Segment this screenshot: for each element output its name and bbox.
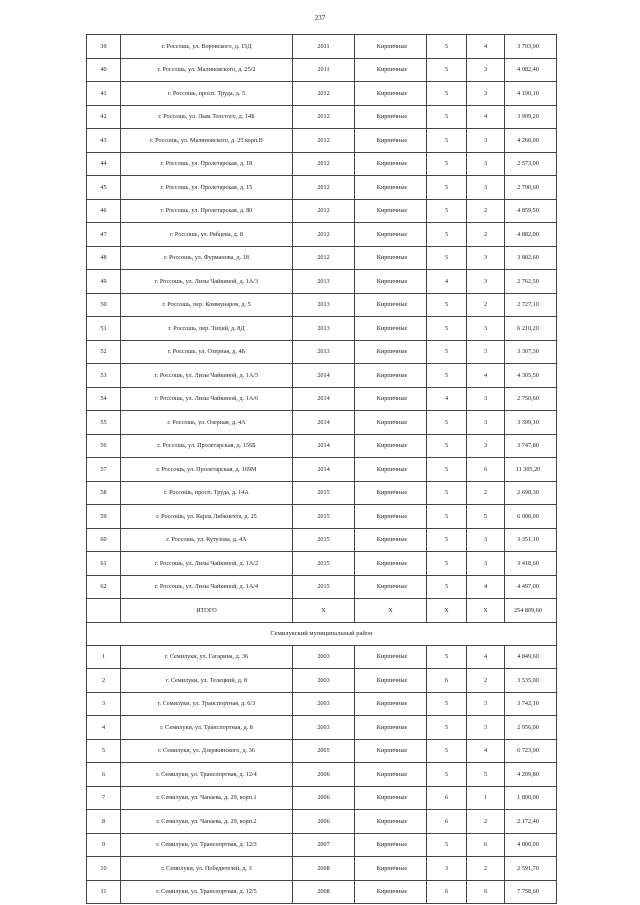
row-number: 59: [87, 505, 121, 529]
row-number: 46: [87, 199, 121, 223]
row-cost: 4 800,00: [505, 833, 557, 857]
row-number: 55: [87, 411, 121, 435]
row-entrances: 1: [467, 786, 505, 810]
table-row: [87, 58, 557, 82]
row-floors: 5: [427, 692, 467, 716]
row-year: 2015: [293, 528, 355, 552]
row-cost: 3 399,10: [505, 411, 557, 435]
row-floors: 6: [427, 810, 467, 834]
row-address: г. Россошь, пер. Коммунаров, д. 5: [121, 293, 293, 317]
row-floors: 5: [427, 246, 467, 270]
row-material: Кирпичные: [355, 270, 427, 294]
table-row: [87, 176, 557, 200]
row-number: 47: [87, 223, 121, 247]
row-year: 2003: [293, 669, 355, 693]
table-body-rossosh: [87, 35, 557, 599]
row-cost: 2 573,00: [505, 152, 557, 176]
row-cost: 4 190,10: [505, 82, 557, 106]
total-label: ИТОГО: [121, 599, 293, 623]
table-row: [87, 434, 557, 458]
row-cost: 3 742,10: [505, 692, 557, 716]
row-cost: 11 305,20: [505, 458, 557, 482]
row-floors: 5: [427, 505, 467, 529]
table-row: [87, 82, 557, 106]
row-year: 2012: [293, 246, 355, 270]
row-entrances: 3: [467, 716, 505, 740]
row-material: Кирпичные: [355, 176, 427, 200]
row-year: 2008: [293, 880, 355, 904]
row-entrances: 2: [467, 810, 505, 834]
table-row: [87, 739, 557, 763]
table-row: [87, 763, 557, 787]
row-number: 45: [87, 176, 121, 200]
row-number: 53: [87, 364, 121, 388]
table-row: [87, 246, 557, 270]
table-row: [87, 317, 557, 341]
table-row: [87, 152, 557, 176]
row-cost: 3 747,80: [505, 434, 557, 458]
row-entrances: 3: [467, 434, 505, 458]
row-cost: 2 762,50: [505, 270, 557, 294]
row-year: 2014: [293, 364, 355, 388]
row-cost: 2 790,60: [505, 176, 557, 200]
row-cost: 3 307,30: [505, 340, 557, 364]
section-row: [87, 622, 557, 645]
total-row: [87, 599, 557, 623]
row-cost: 3 418,60: [505, 552, 557, 576]
row-material: Кирпичные: [355, 387, 427, 411]
row-floors: 5: [427, 716, 467, 740]
row-entrances: 3: [467, 340, 505, 364]
row-number: 44: [87, 152, 121, 176]
row-address: г. Семилуки, ул. Транспортная, д. 12/3: [121, 833, 293, 857]
row-year: 2014: [293, 458, 355, 482]
row-floors: 5: [427, 340, 467, 364]
row-entrances: 6: [467, 833, 505, 857]
row-floors: 4: [427, 387, 467, 411]
row-cost: 4 268,00: [505, 129, 557, 153]
row-year: 2003: [293, 645, 355, 669]
row-entrances: 3: [467, 552, 505, 576]
row-floors: 5: [427, 763, 467, 787]
row-address: г. Россошь, ул. Пролетарская, д. 15: [121, 176, 293, 200]
row-address: г. Россошь, просп. Труда, д. 5: [121, 82, 293, 106]
row-material: Кирпичные: [355, 645, 427, 669]
row-entrances: 2: [467, 857, 505, 881]
row-year: 2014: [293, 434, 355, 458]
row-entrances: 3: [467, 152, 505, 176]
row-address: г. Семилуки, ул. Гагарина, д. 36: [121, 645, 293, 669]
table-total: [87, 599, 557, 646]
row-number: 42: [87, 105, 121, 129]
row-cost: 6 723,00: [505, 739, 557, 763]
row-number: 2: [87, 669, 121, 693]
table-row: [87, 199, 557, 223]
row-entrances: 4: [467, 35, 505, 59]
row-entrances: 4: [467, 575, 505, 599]
row-floors: 5: [427, 105, 467, 129]
row-material: Кирпичные: [355, 692, 427, 716]
row-floors: 5: [427, 176, 467, 200]
row-cost: 6 210,20: [505, 317, 557, 341]
row-number: 50: [87, 293, 121, 317]
total-cost: 254 809,60: [505, 599, 557, 623]
row-number: 48: [87, 246, 121, 270]
row-number: 39: [87, 35, 121, 59]
row-number: 1: [87, 645, 121, 669]
table-row: [87, 669, 557, 693]
row-address: г. Россошь, ул. Карла Либкнехта, д. 25: [121, 505, 293, 529]
table-row: [87, 35, 557, 59]
row-entrances: 3: [467, 270, 505, 294]
row-material: Кирпичные: [355, 505, 427, 529]
row-number: 11: [87, 880, 121, 904]
row-material: Кирпичные: [355, 152, 427, 176]
row-material: Кирпичные: [355, 880, 427, 904]
row-entrances: 3: [467, 129, 505, 153]
row-number: 9: [87, 833, 121, 857]
row-cost: 2 956,00: [505, 716, 557, 740]
table-row: [87, 786, 557, 810]
row-material: Кирпичные: [355, 739, 427, 763]
row-floors: 5: [427, 58, 467, 82]
row-entrances: 6: [467, 880, 505, 904]
row-address: г. Россошь, ул. Фурманова, д. 18: [121, 246, 293, 270]
row-number: 5: [87, 739, 121, 763]
table-row: [87, 857, 557, 881]
table-row: [87, 105, 557, 129]
row-material: Кирпичные: [355, 82, 427, 106]
table-row: [87, 505, 557, 529]
row-number: 62: [87, 575, 121, 599]
row-cost: 4 849,60: [505, 645, 557, 669]
row-number: 41: [87, 82, 121, 106]
row-year: 2003: [293, 692, 355, 716]
row-entrances: 3: [467, 528, 505, 552]
table-row: [87, 880, 557, 904]
row-number: 49: [87, 270, 121, 294]
total-year: X: [293, 599, 355, 623]
row-address: г. Россошь, ул. Озерная, д. 4А: [121, 411, 293, 435]
total-entrances: X: [467, 599, 505, 623]
row-entrances: 6: [467, 458, 505, 482]
row-number: 54: [87, 387, 121, 411]
row-floors: 6: [427, 880, 467, 904]
row-address: г. Россошь, ул. Льва Толстого, д. 14Б: [121, 105, 293, 129]
row-address: г. Россошь, ул. Воровского, д. 15Д: [121, 35, 293, 59]
table-row: [87, 129, 557, 153]
row-cost: 4 209,80: [505, 763, 557, 787]
row-number: 7: [87, 786, 121, 810]
table-row: [87, 481, 557, 505]
row-cost: 6 008,00: [505, 505, 557, 529]
row-cost: 2 750,60: [505, 387, 557, 411]
row-address: г. Россошь, ул. Малиновского, д. 25 корп.В: [121, 129, 293, 153]
row-entrances: 2: [467, 223, 505, 247]
table-row: [87, 458, 557, 482]
row-year: 2015: [293, 575, 355, 599]
table-row: [87, 528, 557, 552]
row-material: Кирпичные: [355, 833, 427, 857]
row-address: г. Россошь, ул. Пролетарская, д. 18: [121, 152, 293, 176]
row-address: г. Семилуки, ул. Победителей, д. 3: [121, 857, 293, 881]
total-floors: X: [427, 599, 467, 623]
row-year: 2011: [293, 58, 355, 82]
row-number: 57: [87, 458, 121, 482]
row-floors: 5: [427, 35, 467, 59]
row-entrances: 3: [467, 317, 505, 341]
row-address: г. Россошь, ул. Лизы Чайкиной, д. 1А/2: [121, 552, 293, 576]
row-year: 2012: [293, 82, 355, 106]
row-entrances: 3: [467, 82, 505, 106]
row-floors: 3: [427, 857, 467, 881]
row-cost: 4 882,00: [505, 223, 557, 247]
row-entrances: 3: [467, 58, 505, 82]
row-entrances: 5: [467, 763, 505, 787]
row-entrances: 4: [467, 364, 505, 388]
row-address: г. Россошь, просп. Труда, д. 14А: [121, 481, 293, 505]
row-floors: 4: [427, 270, 467, 294]
row-number: 58: [87, 481, 121, 505]
row-year: 2007: [293, 833, 355, 857]
row-address: г. Россошь, ул. Пролетарская, д. 169М: [121, 458, 293, 482]
row-floors: 5: [427, 458, 467, 482]
row-cost: 2 591,70: [505, 857, 557, 881]
row-material: Кирпичные: [355, 105, 427, 129]
row-entrances: 3: [467, 176, 505, 200]
row-year: 2006: [293, 763, 355, 787]
row-number: 8: [87, 810, 121, 834]
housing-table: [86, 34, 557, 904]
row-entrances: 3: [467, 387, 505, 411]
row-cost: 4 859,50: [505, 199, 557, 223]
row-entrances: 2: [467, 199, 505, 223]
row-floors: 5: [427, 317, 467, 341]
row-number: 60: [87, 528, 121, 552]
row-floors: 5: [427, 129, 467, 153]
table-row: [87, 716, 557, 740]
row-floors: 5: [427, 364, 467, 388]
row-number: 51: [87, 317, 121, 341]
row-year: 2006: [293, 810, 355, 834]
row-address: г. Россошь, ул. Лизы Чайкиной, д. 1А/6: [121, 387, 293, 411]
row-floors: 5: [427, 293, 467, 317]
row-year: 2013: [293, 317, 355, 341]
row-address: г. Семилуки, ул. Дзержинского, д. 36: [121, 739, 293, 763]
row-cost: 4 497,00: [505, 575, 557, 599]
row-material: Кирпичные: [355, 199, 427, 223]
row-cost: 3 351,10: [505, 528, 557, 552]
row-entrances: 4: [467, 645, 505, 669]
row-material: Кирпичные: [355, 528, 427, 552]
row-address: г. Семилуки, ул. Транспортная, д. 8: [121, 716, 293, 740]
row-material: Кирпичные: [355, 763, 427, 787]
row-number: 4: [87, 716, 121, 740]
table-row: [87, 270, 557, 294]
row-number: 43: [87, 129, 121, 153]
table-row: [87, 411, 557, 435]
row-year: 2012: [293, 105, 355, 129]
row-year: 2006: [293, 786, 355, 810]
table-row: [87, 575, 557, 599]
row-material: Кирпичные: [355, 129, 427, 153]
row-floors: 5: [427, 223, 467, 247]
row-floors: 5: [427, 645, 467, 669]
row-material: Кирпичные: [355, 458, 427, 482]
row-entrances: 2: [467, 293, 505, 317]
row-material: Кирпичные: [355, 223, 427, 247]
section-title: Семилукский муниципальный район: [87, 622, 557, 645]
row-floors: 5: [427, 833, 467, 857]
row-entrances: 3: [467, 692, 505, 716]
row-year: 2013: [293, 270, 355, 294]
row-address: г. Россошь, ул. Пролетарская, д. 156Б: [121, 434, 293, 458]
row-floors: 5: [427, 552, 467, 576]
total-material: X: [355, 599, 427, 623]
table-row: [87, 293, 557, 317]
row-floors: 5: [427, 199, 467, 223]
row-material: Кирпичные: [355, 35, 427, 59]
row-cost: 2 172,40: [505, 810, 557, 834]
row-year: 2008: [293, 857, 355, 881]
row-year: 2014: [293, 387, 355, 411]
row-year: 2012: [293, 129, 355, 153]
row-floors: 5: [427, 434, 467, 458]
row-material: Кирпичные: [355, 786, 427, 810]
row-cost: 1 800,00: [505, 786, 557, 810]
row-entrances: 2: [467, 481, 505, 505]
row-cost: 2 698,30: [505, 481, 557, 505]
row-material: Кирпичные: [355, 716, 427, 740]
row-address: г. Россошь, ул. Рябцева, д. 8: [121, 223, 293, 247]
row-cost: 4 082,40: [505, 58, 557, 82]
row-year: 2012: [293, 199, 355, 223]
row-address: г. Семилуки, ул. Телецкий, д. 8: [121, 669, 293, 693]
row-year: 2011: [293, 35, 355, 59]
table-row: [87, 692, 557, 716]
row-year: 2014: [293, 411, 355, 435]
row-address: г. Семилуки, ул. Транспортная, д. 6/3: [121, 692, 293, 716]
page-number: 237: [314, 14, 326, 22]
row-year: 2012: [293, 152, 355, 176]
row-cost: 3 882,60: [505, 246, 557, 270]
row-address: г. Россошь, ул. Лизы Чайкиной, д. 1А/3: [121, 270, 293, 294]
row-cost: 3 909,20: [505, 105, 557, 129]
row-cost: 3 793,00: [505, 35, 557, 59]
row-entrances: 3: [467, 411, 505, 435]
row-year: 2003: [293, 716, 355, 740]
row-entrances: 2: [467, 669, 505, 693]
row-address: г. Семилуки, ул. Чапаева, д. 29, корп.2: [121, 810, 293, 834]
row-address: г. Россошь, пер. Тихий, д. 8Д: [121, 317, 293, 341]
row-cost: 4 305,50: [505, 364, 557, 388]
row-material: Кирпичные: [355, 58, 427, 82]
row-floors: 5: [427, 528, 467, 552]
row-year: 2015: [293, 552, 355, 576]
row-floors: 5: [427, 481, 467, 505]
table-row: [87, 552, 557, 576]
row-entrances: 5: [467, 505, 505, 529]
table-row: [87, 223, 557, 247]
row-address: г. Россошь, ул. Лизы Чайкиной, д. 1А/4: [121, 575, 293, 599]
row-material: Кирпичные: [355, 857, 427, 881]
row-number: 40: [87, 58, 121, 82]
row-cost: 7 758,60: [505, 880, 557, 904]
table-row: [87, 645, 557, 669]
row-cost: 3 535,00: [505, 669, 557, 693]
row-address: г. Россошь, ул. Малиновского, д. 25/2: [121, 58, 293, 82]
row-year: 2012: [293, 223, 355, 247]
table-body-semiluki: [87, 645, 557, 904]
row-address: г. Россошь, ул. Кутузова, д. 4А: [121, 528, 293, 552]
table-row: [87, 387, 557, 411]
row-floors: 5: [427, 575, 467, 599]
row-year: 2013: [293, 340, 355, 364]
row-entrances: 4: [467, 105, 505, 129]
row-material: Кирпичные: [355, 317, 427, 341]
table-row: [87, 833, 557, 857]
row-number: 6: [87, 763, 121, 787]
row-address: г. Семилуки, ул. Транспортная, д. 12/4: [121, 763, 293, 787]
row-address: г. Россошь, ул. Озерная, д. 4Б: [121, 340, 293, 364]
row-number: 56: [87, 434, 121, 458]
row-floors: 6: [427, 669, 467, 693]
table-row: [87, 340, 557, 364]
row-number: 61: [87, 552, 121, 576]
row-material: Кирпичные: [355, 810, 427, 834]
table-row: [87, 810, 557, 834]
row-year: 2013: [293, 293, 355, 317]
row-address: г. Семилуки, ул. Чапаева, д. 29, корп.1: [121, 786, 293, 810]
row-year: 2005: [293, 739, 355, 763]
row-number: 10: [87, 857, 121, 881]
row-year: 2015: [293, 481, 355, 505]
row-material: Кирпичные: [355, 411, 427, 435]
row-material: Кирпичные: [355, 364, 427, 388]
row-floors: 5: [427, 739, 467, 763]
row-material: Кирпичные: [355, 481, 427, 505]
row-floors: 6: [427, 786, 467, 810]
row-year: 2012: [293, 176, 355, 200]
row-floors: 5: [427, 411, 467, 435]
row-address: г. Россошь, ул. Пролетарская, д. 80: [121, 199, 293, 223]
row-floors: 5: [427, 82, 467, 106]
row-cost: 2 727,10: [505, 293, 557, 317]
row-material: Кирпичные: [355, 552, 427, 576]
table-row: [87, 364, 557, 388]
row-number: 52: [87, 340, 121, 364]
row-year: 2015: [293, 505, 355, 529]
row-address: г. Россошь, ул. Лизы Чайкиной, д. 1А/5: [121, 364, 293, 388]
row-material: Кирпичные: [355, 340, 427, 364]
row-material: Кирпичные: [355, 246, 427, 270]
row-material: Кирпичные: [355, 434, 427, 458]
row-floors: 5: [427, 152, 467, 176]
row-entrances: 3: [467, 246, 505, 270]
row-entrances: 4: [467, 739, 505, 763]
row-material: Кирпичные: [355, 293, 427, 317]
row-number: 3: [87, 692, 121, 716]
row-address: г. Семилуки, ул. Транспортная, д. 12/5: [121, 880, 293, 904]
row-material: Кирпичные: [355, 575, 427, 599]
row-material: Кирпичные: [355, 669, 427, 693]
